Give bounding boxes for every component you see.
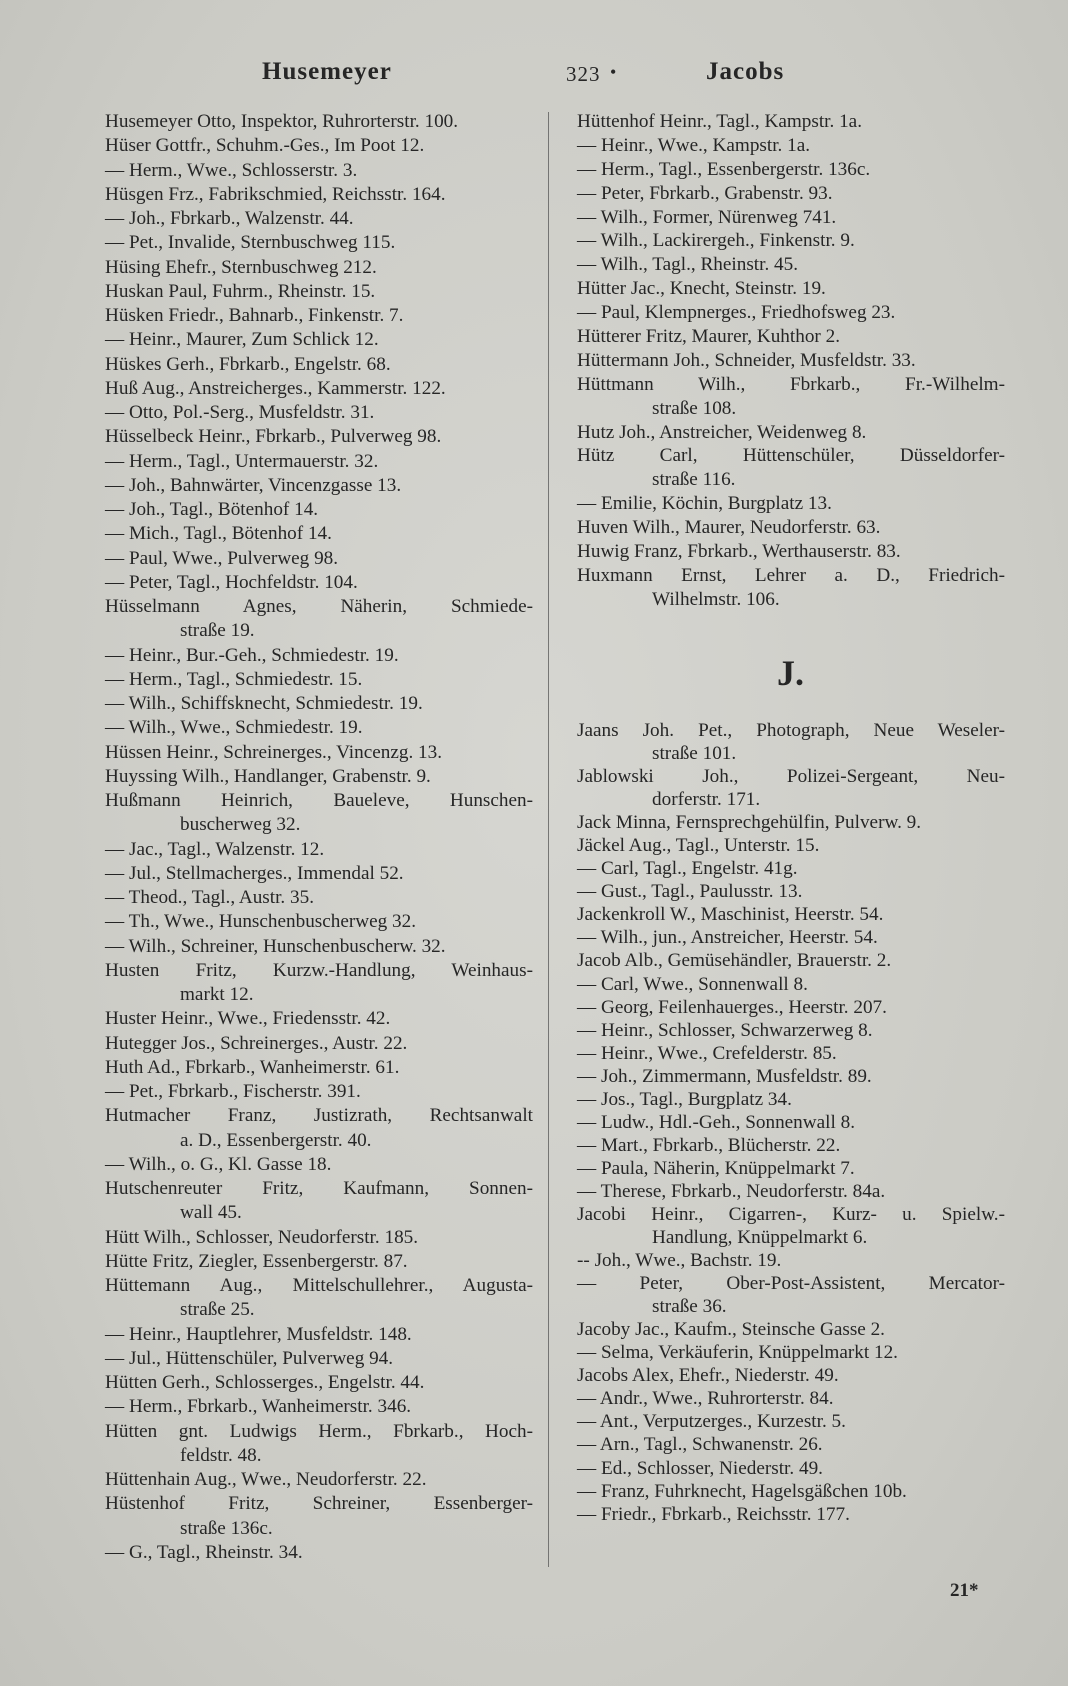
directory-entry xyxy=(577,973,1005,996)
directory-entry xyxy=(577,811,1005,834)
directory-entry xyxy=(105,110,533,134)
directory-entry xyxy=(105,1226,533,1250)
entry-line: — Jos., Tagl., Burgplatz 34. xyxy=(577,1088,792,1110)
directory-entry xyxy=(577,996,1005,1019)
directory-entry xyxy=(105,134,533,158)
directory-entry xyxy=(577,1203,1005,1249)
directory-entry xyxy=(105,595,533,644)
directory-entry xyxy=(577,1457,1005,1480)
entry-line: — Selma, Verkäuferin, Knüppelmarkt 12. xyxy=(577,1342,898,1364)
column-divider xyxy=(548,112,549,1567)
entry-line: — Heinr., Wwe., Kampstr. 1a. xyxy=(577,134,811,156)
directory-entry xyxy=(105,644,533,668)
entry-line: — Andr., Wwe., Ruhrorterstr. 84. xyxy=(577,1388,834,1410)
entry-line: — Gust., Tagl., Paulusstr. 13. xyxy=(577,881,803,903)
directory-entry xyxy=(577,540,1005,564)
directory-entry xyxy=(105,1007,533,1031)
directory-entry xyxy=(577,857,1005,880)
entry-line: Hüskes Gerh., Fbrkarb., Engelstr. 68. xyxy=(105,353,391,375)
entry-line: — Joh., Tagl., Bötenhof 14. xyxy=(105,499,319,520)
entry-line: Huven Wilh., Maurer, Neudorferstr. 63. xyxy=(577,517,881,539)
directory-entry xyxy=(105,1541,533,1565)
directory-entry xyxy=(105,1492,533,1541)
directory-entry xyxy=(105,716,533,740)
directory-entry xyxy=(577,277,1005,301)
header-dot: • xyxy=(610,62,618,82)
directory-entry xyxy=(105,547,533,571)
entry-line: — Ant., Verputzerges., Kurzestr. 5. xyxy=(577,1411,846,1433)
entry-line: Jäckel Aug., Tagl., Unterstr. 15. xyxy=(577,835,820,857)
entry-line: Hüsselmann Agnes, Näherin, Schmiede- xyxy=(105,596,533,617)
directory-entry xyxy=(577,444,1005,492)
directory-entry xyxy=(105,886,533,910)
directory-entry xyxy=(577,1480,1005,1503)
directory-entry xyxy=(105,1420,533,1469)
directory-entry xyxy=(577,110,1005,134)
entry-line: Jacobi Heinr., Cigarren-, Kurz- u. Spielw.- xyxy=(577,1203,1005,1225)
directory-entry xyxy=(105,1347,533,1371)
entry-line: Huß Aug., Anstreicherges., Kammerstr. 122. xyxy=(105,377,446,399)
entry-line: — Heinr., Wwe., Crefelderstr. 85. xyxy=(577,1042,837,1064)
directory-entry xyxy=(577,373,1005,421)
directory-entry xyxy=(577,564,1005,612)
entry-line: — Herm., Tagl., Untermauerstr. 32. xyxy=(105,450,379,472)
directory-entry xyxy=(577,301,1005,325)
entry-continuation-line: buscherweg 32. xyxy=(180,814,301,836)
directory-entry xyxy=(577,1019,1005,1042)
entry-line: — Friedr., Fbrkarb., Reichsstr. 177. xyxy=(577,1503,850,1525)
entry-line: Jack Minna, Fernsprechgehülfin, Pulverw. 9. xyxy=(577,812,922,834)
entry-line: Huskan Paul, Fuhrm., Rheinstr. 15. xyxy=(105,280,376,302)
entry-continuation-line: straße 101. xyxy=(652,743,737,765)
entry-line: — Th., Wwe., Hunschenbuscherweg 32. xyxy=(105,911,417,933)
directory-entry xyxy=(577,325,1005,349)
directory-entry xyxy=(577,926,1005,949)
directory-entry xyxy=(105,498,533,522)
entry-line: — Jul., Stellmacherges., Immendal 52. xyxy=(105,862,404,884)
directory-entry xyxy=(105,280,533,304)
entry-continuation-line: a. D., Essenbergerstr. 40. xyxy=(180,1129,372,1151)
directory-entry xyxy=(577,765,1005,811)
directory-entry xyxy=(577,880,1005,903)
entry-line: — Ludw., Hdl.-Geh., Sonnenwall 8. xyxy=(577,1111,856,1133)
entry-continuation-line: straße 36. xyxy=(652,1296,727,1318)
entry-line: Huyssing Wilh., Handlanger, Grabenstr. 9. xyxy=(105,765,431,787)
directory-entry xyxy=(105,353,533,377)
entry-line: Hütt Wilh., Schlosser, Neudorferstr. 185. xyxy=(105,1226,419,1248)
directory-entry xyxy=(577,1387,1005,1410)
entry-line: — Herm., Tagl., Schmiedestr. 15. xyxy=(105,668,363,690)
directory-entry xyxy=(105,668,533,692)
entry-line: — Theod., Tagl., Austr. 35. xyxy=(105,887,315,908)
entry-line: Jablowski Joh., Polizei-Sergeant, Neu- xyxy=(577,766,1005,788)
directory-entry xyxy=(577,516,1005,540)
entry-line: Jaans Joh. Pet., Photograph, Neue Weseler- xyxy=(577,720,1005,741)
entry-line: Husemeyer Otto, Inspektor, Ruhrorterstr. 100. xyxy=(105,111,459,132)
directory-entry xyxy=(105,1371,533,1395)
entry-continuation-line: straße 19. xyxy=(180,620,255,642)
left-column xyxy=(105,110,533,1565)
entry-line: Jacobs Alex, Ehefr., Niederstr. 49. xyxy=(577,1365,839,1387)
directory-entry xyxy=(105,765,533,789)
entry-line: Hüsken Friedr., Bahnarb., Finkenstr. 7. xyxy=(105,305,404,326)
directory-entry xyxy=(577,1364,1005,1387)
directory-entry xyxy=(105,571,533,595)
directory-entry xyxy=(105,1104,533,1153)
entry-line: -- Joh., Wwe., Bachstr. 19. xyxy=(577,1250,782,1272)
entry-line: — Wilh., Schiffsknecht, Schmiedestr. 19. xyxy=(105,693,423,714)
entry-line: Jacob Alb., Gemüsehändler, Brauerstr. 2. xyxy=(577,950,892,972)
directory-entry xyxy=(105,304,533,328)
entry-line: — Wilh., Wwe., Schmiedestr. 19. xyxy=(105,717,363,739)
entry-continuation-line: dorferstr. 171. xyxy=(652,789,761,811)
entry-line: Huxmann Ernst, Lehrer a. D., Friedrich- xyxy=(577,564,1005,586)
directory-entry xyxy=(577,158,1005,182)
entry-line: — Joh., Fbrkarb., Walzenstr. 44. xyxy=(105,208,354,229)
directory-entry xyxy=(105,789,533,838)
directory-entry xyxy=(577,1180,1005,1203)
directory-entry xyxy=(577,206,1005,230)
directory-entry xyxy=(105,377,533,401)
directory-entry xyxy=(577,1503,1005,1526)
entry-continuation-line: straße 116. xyxy=(652,469,736,491)
entry-line: Jackenkroll W., Maschinist, Heerstr. 54. xyxy=(577,904,884,926)
entry-line: Hütterer Fritz, Maurer, Kuhthor 2. xyxy=(577,326,840,348)
directory-entry xyxy=(577,1088,1005,1111)
entry-continuation-line: straße 108. xyxy=(652,397,737,419)
entry-line: — Joh., Zimmermann, Musfeldstr. 89. xyxy=(577,1065,872,1087)
directory-entry xyxy=(105,207,533,231)
entry-line: Hüttermann Joh., Schneider, Musfeldstr. 33. xyxy=(577,349,916,371)
page-number: 323 xyxy=(566,62,601,86)
entry-line: Hütten gnt. Ludwigs Herm., Fbrkarb., Hoch- xyxy=(105,1420,533,1442)
entry-line: — Wilh., Schreiner, Hunschenbuscherw. 32. xyxy=(105,935,446,957)
directory-entry xyxy=(577,182,1005,206)
entry-line: — Wilh., o. G., Kl. Gasse 18. xyxy=(105,1153,332,1175)
entry-line: Hütz Carl, Hüttenschüler, Düsseldorfer- xyxy=(577,445,1005,467)
entry-line: Hutschenreuter Fritz, Kaufmann, Sonnen- xyxy=(105,1178,533,1199)
entry-line: — Arn., Tagl., Schwanenstr. 26. xyxy=(577,1434,823,1456)
entry-line: — Therese, Fbrkarb., Neudorferstr. 84a. xyxy=(577,1180,886,1202)
directory-entry xyxy=(577,949,1005,972)
entry-line: — Wilh., jun., Anstreicher, Heerstr. 54. xyxy=(577,927,878,949)
directory-entry xyxy=(577,421,1005,445)
directory-entry xyxy=(577,1249,1005,1272)
entry-line: Hüssen Heinr., Schreinerges., Vincenzg. 13. xyxy=(105,741,443,763)
right-column-h-entries xyxy=(577,110,1005,612)
entry-line: — Otto, Pol.-Serg., Musfeldstr. 31. xyxy=(105,402,375,423)
entry-line: — Georg, Feilenhauerges., Heerstr. 207. xyxy=(577,996,887,1018)
entry-line: — Jac., Tagl., Walzenstr. 12. xyxy=(105,838,325,860)
directory-entry xyxy=(577,1157,1005,1180)
directory-entry xyxy=(105,862,533,886)
directory-entry xyxy=(577,719,1005,765)
entry-line: Huster Heinr., Wwe., Friedensstr. 42. xyxy=(105,1008,391,1030)
directory-entry xyxy=(577,229,1005,253)
directory-entry xyxy=(105,522,533,546)
directory-entry xyxy=(105,1080,533,1104)
entry-line: — Jul., Hüttenschüler, Pulverweg 94. xyxy=(105,1347,394,1369)
entry-line: — Heinr., Hauptlehrer, Musfeldstr. 148. xyxy=(105,1323,412,1345)
directory-entry xyxy=(105,474,533,498)
directory-entry xyxy=(105,231,533,255)
entry-line: — Peter, Ober-Post-Assistent, Mercator- xyxy=(577,1273,1005,1295)
running-header-first-name: Husemeyer xyxy=(262,58,392,85)
directory-entry xyxy=(105,1250,533,1274)
entry-line: — Wilh., Lackirergeh., Finkenstr. 9. xyxy=(577,230,855,252)
entry-line: Hüttemann Aug., Mittelschullehrer., Augusta- xyxy=(105,1275,533,1296)
directory-entry xyxy=(577,134,1005,158)
entry-line: Hütte Fritz, Ziegler, Essenbergerstr. 87. xyxy=(105,1250,408,1272)
entry-continuation-line: Wilhelmstr. 106. xyxy=(652,588,780,610)
entry-line: — Pet., Invalide, Sternbuschweg 115. xyxy=(105,232,396,254)
directory-entry xyxy=(105,183,533,207)
entry-line: — G., Tagl., Rheinstr. 34. xyxy=(105,1541,303,1563)
entry-line: — Heinr., Maurer, Zum Schlick 12. xyxy=(105,329,379,351)
entry-line: — Heinr., Schlosser, Schwarzerweg 8. xyxy=(577,1019,873,1041)
entry-continuation-line: markt 12. xyxy=(180,984,254,1005)
entry-continuation-line: straße 25. xyxy=(180,1299,255,1321)
running-header-last-name: Jacobs xyxy=(706,58,785,85)
directory-entry xyxy=(105,1177,533,1226)
directory-entry xyxy=(577,1433,1005,1456)
entry-line: Hüstenhof Fritz, Schreiner, Essenberger- xyxy=(105,1493,533,1515)
entry-line: Hütten Gerh., Schlosserges., Engelstr. 44. xyxy=(105,1372,425,1393)
entry-line: — Carl, Wwe., Sonnenwall 8. xyxy=(577,973,808,995)
entry-line: — Carl, Tagl., Engelstr. 41g. xyxy=(577,858,798,880)
directory-entry xyxy=(105,1468,533,1492)
entry-line: — Peter, Fbrkarb., Grabenstr. 93. xyxy=(577,182,833,204)
directory-entry xyxy=(105,1056,533,1080)
directory-entry xyxy=(105,256,533,280)
entry-line: Hüttenhain Aug., Wwe., Neudorferstr. 22. xyxy=(105,1469,427,1490)
entry-continuation-line: wall 45. xyxy=(180,1202,242,1224)
directory-entry xyxy=(577,1272,1005,1318)
directory-entry xyxy=(105,741,533,765)
entry-continuation-line: feldstr. 48. xyxy=(180,1444,262,1466)
section-heading-letter: J. xyxy=(777,653,804,693)
directory-entry xyxy=(577,903,1005,926)
entry-line: Hutegger Jos., Schreinerges., Austr. 22. xyxy=(105,1032,408,1054)
entry-line: — Heinr., Bur.-Geh., Schmiedestr. 19. xyxy=(105,644,399,666)
directory-entry xyxy=(105,159,533,183)
entry-line: Hüttmann Wilh., Fbrkarb., Fr.-Wilhelm- xyxy=(577,373,1005,395)
directory-entry xyxy=(105,1323,533,1347)
entry-line: — Pet., Fbrkarb., Fischerstr. 391. xyxy=(105,1081,361,1102)
directory-entry xyxy=(577,1065,1005,1088)
entry-line: Hütter Jac., Knecht, Steinstr. 19. xyxy=(577,278,826,300)
entry-line: Jacoby Jac., Kaufm., Steinsche Gasse 2. xyxy=(577,1319,885,1341)
directory-entry xyxy=(105,838,533,862)
directory-entry xyxy=(105,425,533,449)
directory-entry xyxy=(105,1153,533,1177)
directory-entry xyxy=(577,253,1005,277)
entry-line: — Mart., Fbrkarb., Blücherstr. 22. xyxy=(577,1134,841,1156)
directory-entry xyxy=(105,328,533,352)
directory-entry xyxy=(577,349,1005,373)
entry-line: — Ed., Schlosser, Niederstr. 49. xyxy=(577,1457,823,1479)
entry-line: Husten Fritz, Kurzw.-Handlung, Weinhaus- xyxy=(105,959,533,981)
directory-entry xyxy=(577,834,1005,857)
directory-entry xyxy=(105,959,533,1008)
entry-line: — Herm., Fbrkarb., Wanheimerstr. 346. xyxy=(105,1396,412,1418)
right-column-j-entries xyxy=(577,719,1005,1526)
entry-line: — Herm., Tagl., Essenbergerstr. 136c. xyxy=(577,158,871,180)
entry-line: — Peter, Tagl., Hochfeldstr. 104. xyxy=(105,571,358,593)
entry-line: — Paul, Wwe., Pulverweg 98. xyxy=(105,547,339,569)
directory-entry xyxy=(105,910,533,934)
entry-line: Hüsing Ehefr., Sternbuschweg 212. xyxy=(105,256,377,278)
entry-continuation-line: straße 136c. xyxy=(180,1517,273,1539)
entry-line: — Wilh., Former, Nürenweg 741. xyxy=(577,206,837,228)
entry-line: Huwig Franz, Fbrkarb., Werthauserstr. 83. xyxy=(577,541,901,563)
entry-line: Huth Ad., Fbrkarb., Wanheimerstr. 61. xyxy=(105,1056,400,1078)
directory-entry xyxy=(577,1341,1005,1364)
directory-entry xyxy=(105,401,533,425)
entry-line: Hüttenhof Heinr., Tagl., Kampstr. 1a. xyxy=(577,111,862,132)
directory-entry xyxy=(577,492,1005,516)
entry-line: Hußmann Heinrich, Baueleve, Hunschen- xyxy=(105,790,533,811)
directory-entry xyxy=(105,935,533,959)
entry-line: — Franz, Fuhrknecht, Hagelsgäßchen 10b. xyxy=(577,1480,907,1502)
directory-entry xyxy=(105,1274,533,1323)
entry-line: Hutz Joh., Anstreicher, Weidenweg 8. xyxy=(577,421,867,443)
entry-line: — Joh., Bahnwärter, Vincenzgasse 13. xyxy=(105,474,402,496)
directory-entry xyxy=(577,1042,1005,1065)
entry-line: — Wilh., Tagl., Rheinstr. 45. xyxy=(577,254,799,276)
directory-entry xyxy=(577,1134,1005,1157)
entry-line: — Herm., Wwe., Schlosserstr. 3. xyxy=(105,159,358,181)
entry-line: — Paula, Näherin, Knüppelmarkt 7. xyxy=(577,1157,855,1179)
entry-line: Hüsgen Frz., Fabrikschmied, Reichsstr. 164. xyxy=(105,183,446,205)
entry-line: Hüser Gottfr., Schuhm.-Ges., Im Poot 12. xyxy=(105,135,425,157)
printer-signature: 21* xyxy=(950,1580,979,1601)
directory-entry xyxy=(577,1318,1005,1341)
entry-line: — Emilie, Köchin, Burgplatz 13. xyxy=(577,493,832,515)
directory-entry xyxy=(105,450,533,474)
entry-continuation-line: Handlung, Knüppelmarkt 6. xyxy=(652,1227,868,1249)
directory-entry xyxy=(105,692,533,716)
entry-line: — Mich., Tagl., Bötenhof 14. xyxy=(105,523,332,545)
entry-line: Hutmacher Franz, Justizrath, Rechtsanwalt xyxy=(105,1105,533,1127)
entry-line: Hüsselbeck Heinr., Fbrkarb., Pulverweg 98. xyxy=(105,426,442,448)
entry-line: — Paul, Klempnerges., Friedhofsweg 23. xyxy=(577,302,896,324)
directory-entry xyxy=(577,1111,1005,1134)
directory-entry xyxy=(577,1410,1005,1433)
directory-entry xyxy=(105,1032,533,1056)
directory-entry xyxy=(105,1395,533,1419)
